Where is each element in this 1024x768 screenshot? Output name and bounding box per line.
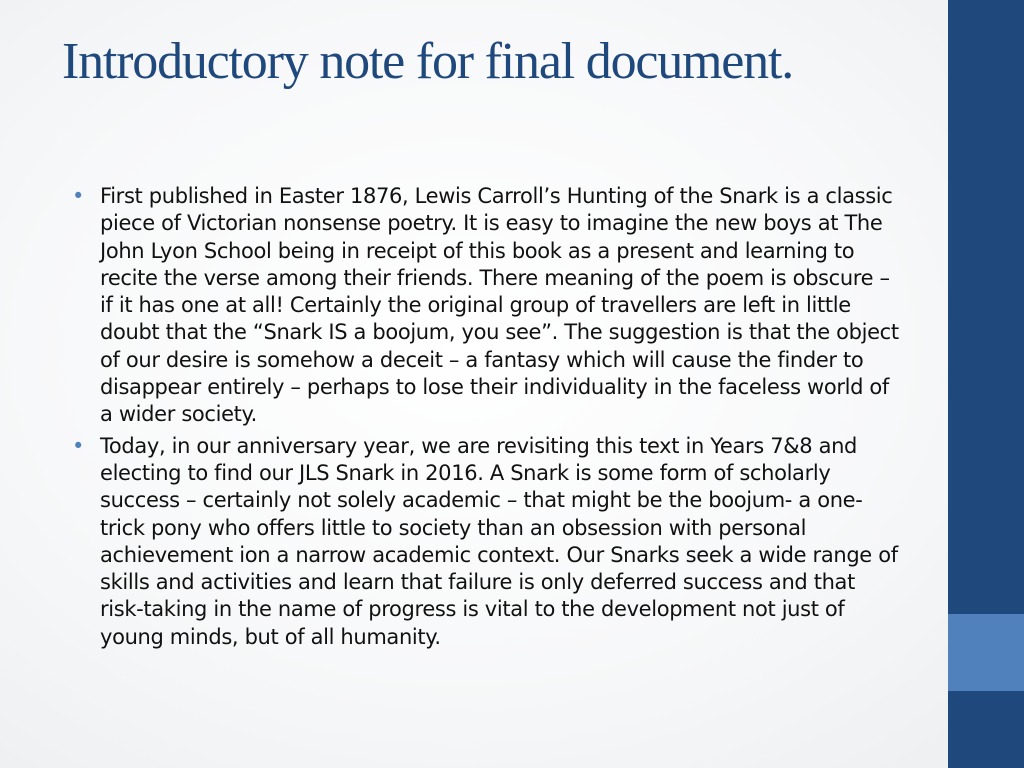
bullet-item-1 <box>72 183 900 429</box>
bullet-list <box>72 183 900 655</box>
slide-title: Introductory note for final document. <box>62 33 794 90</box>
bullet-item-2 <box>72 433 900 651</box>
bullet-text-1: First published in Easter 1876, Lewis Carroll’s Hunting of the Snark is a classic piece of Victorian nonsense poetry. It is easy to imagine the new boys at The John Lyon School being in receipt of this book as a present and learning to recite the verse among their friends. There meaning of the poem is obscure – if it has one at all! Certainly the original group of travellers are left in little doubt that the “Snark IS a boojum, you see”. The suggestion is that the object of our desire is somehow a deceit – a fantasy which will cause the finder to disappear entirely – perhaps to lose their individuality in the faceless world of a wider society. <box>100 184 899 427</box>
bullet-icon: • <box>72 184 85 208</box>
side-bar-accent-block <box>948 614 1024 691</box>
bullet-icon: • <box>72 433 85 458</box>
bullet-text-2: Today, in our anniversary year, we are revisiting this text in Years 7&8 and electing to find our JLS Snark in 2016. A Snark is some form of scholarly success – certainly not solely academic – that might be the boojum- a one-trick pony who offers little to society than an obsession with personal achievement ion a narrow academic context. Our Snarks seek a wide range of skills and activities and learn that failure is only deferred success and that risk-taking in the name of progress is vital to the development not just of young minds, but of all humanity. <box>100 433 898 649</box>
